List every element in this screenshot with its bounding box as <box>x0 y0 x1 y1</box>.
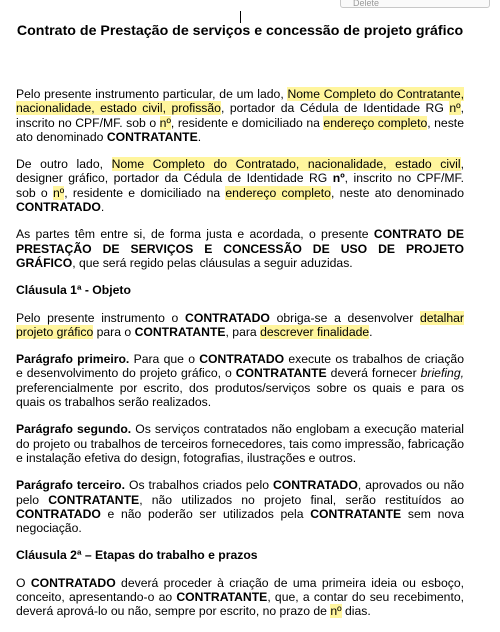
text: , neste ato denominado <box>330 185 464 200</box>
term-contratado: CONTRATADO <box>30 575 116 590</box>
paragraph-label: Parágrafo primeiro. <box>16 352 130 367</box>
text: sem nova negociação. <box>16 506 464 536</box>
clause-1-heading: Cláusula 1ª - Objeto <box>16 283 131 298</box>
placeholder-cpf-number[interactable]: nº <box>52 185 65 200</box>
text: De outro lado, <box>16 157 112 172</box>
text: deverá fornecer <box>326 366 421 381</box>
term-contratante: CONTRATANTE <box>106 129 198 144</box>
text: e não poderão ser utilizados pela <box>100 506 311 521</box>
paragraph-segundo <box>16 422 464 465</box>
placeholder-cpf-number[interactable]: nº <box>159 115 171 130</box>
paragraph-contratante <box>16 87 464 144</box>
text: , que será regido pelas cláusulas a seguir aduzidas. <box>72 255 353 270</box>
term-contratante: CONTRATANTE <box>134 324 226 339</box>
paragraph-contratado <box>16 157 464 214</box>
paragraph-label: Parágrafo terceiro. <box>16 478 125 493</box>
term-contratante: CONTRATANTE <box>176 590 268 605</box>
rg-number-label: nº <box>332 171 345 186</box>
paragraph-label: Parágrafo segundo. <box>16 422 132 437</box>
text: obriga-se a desenvolver <box>269 310 420 325</box>
text: , que, a contar do seu recebimento, deverá aprová-lo ou não, sempre por escrito, no prazo de <box>16 590 465 619</box>
placeholder-rg-number[interactable]: nº <box>449 101 461 116</box>
term-contratado: CONTRATADO <box>185 310 270 325</box>
placeholder-purpose[interactable]: descrever finalidade <box>260 324 370 339</box>
text: Pelo presente instrumento o <box>16 310 186 325</box>
text: , neste ato denominado <box>16 115 464 144</box>
term-contratante: CONTRATANTE <box>310 506 402 521</box>
placeholder-contratante-name[interactable]: Nome Completo do Contratante, nacionalidade, estado civil, profissão <box>16 87 464 116</box>
paragraph-objeto <box>16 311 464 340</box>
text: , residente e domiciliado na <box>64 185 226 200</box>
text: Pelo presente instrumento particular, de um lado, <box>16 87 288 101</box>
term-contratado: CONTRATADO <box>272 478 358 493</box>
text: Os trabalhos criados pelo <box>124 478 273 493</box>
paragraph-primeiro <box>16 352 464 409</box>
clause-2-heading: Cláusula 2ª – Etapas do trabalho e prazos <box>16 548 258 563</box>
text: As partes têm entre si, de forma justa e acordada, o presente <box>16 227 374 242</box>
text: , portador da Cédula de Identidade RG <box>220 101 450 116</box>
text: , designer gráfico, portador da Cédula de Identidade RG <box>16 157 464 186</box>
text: preferencialmente por escrito, dos produtos/serviços sobre os quais e para os quais os trabalhos serão realizados. <box>16 380 464 410</box>
placeholder-project-detail[interactable]: detalhar projeto gráfico <box>16 310 464 339</box>
text: . <box>197 129 202 144</box>
text: Os serviços contratados não englobam a execução material do projeto ou trabalhos de terceiros fornecedores, tais como impressão, fabricação e instalação efetiva do design, fotografias, ilustrações e outros. <box>16 422 464 465</box>
text: , inscrito no CPF/MF. sob o <box>16 171 464 200</box>
text: , residente e domiciliado na <box>170 115 324 130</box>
text: , não utilizados no projeto final, serão restituídos ao <box>139 492 464 507</box>
term-contratado: CONTRATADO <box>199 352 285 367</box>
paragraph-terceiro <box>16 478 464 535</box>
text: deverá proceder à criação de uma primeira ideia ou esboço, conceito, apresentando-o ao <box>16 575 464 605</box>
text: , para <box>225 324 261 339</box>
text: Para que o <box>129 352 200 367</box>
text: para o <box>93 324 135 339</box>
placeholder-address[interactable]: endereço completo <box>323 115 428 130</box>
document-title: Contrato de Prestação de serviços e concessão de projeto gráfico <box>16 23 464 39</box>
placeholder-address[interactable]: endereço completo <box>225 185 331 200</box>
text: , inscrito no CPF/MF. sob o <box>16 101 464 130</box>
placeholder-contratado-name[interactable]: Nome Completo do Contratado, nacionalidade, estado civil <box>111 157 461 172</box>
text: dias. <box>341 604 371 619</box>
term-briefing: briefing, <box>420 366 464 381</box>
paragraph-parties <box>16 227 464 270</box>
document-body <box>16 22 464 632</box>
term-contratante: CONTRATANTE <box>48 492 140 507</box>
paragraph-etapas <box>16 576 464 619</box>
term-contratado: CONTRATADO <box>16 506 101 521</box>
term-contratante: CONTRATANTE <box>235 366 327 381</box>
contract-name: CONTRATO DE PRESTAÇÃO DE SERVIÇOS E CONCESSÃO DE USO DE PROJETO GRÁFICO <box>16 227 464 270</box>
text: , aprovados ou não pelo <box>16 478 464 507</box>
text: O <box>16 575 31 590</box>
text: execute os trabalhos de criação e desenvolvimento do projeto gráfico, o <box>16 352 464 381</box>
top-control[interactable]: Delete <box>340 0 490 8</box>
term-contratado: CONTRATADO <box>16 200 101 215</box>
placeholder-days-number[interactable]: nº <box>330 604 342 619</box>
text: . <box>369 324 373 339</box>
text: . <box>100 200 105 215</box>
